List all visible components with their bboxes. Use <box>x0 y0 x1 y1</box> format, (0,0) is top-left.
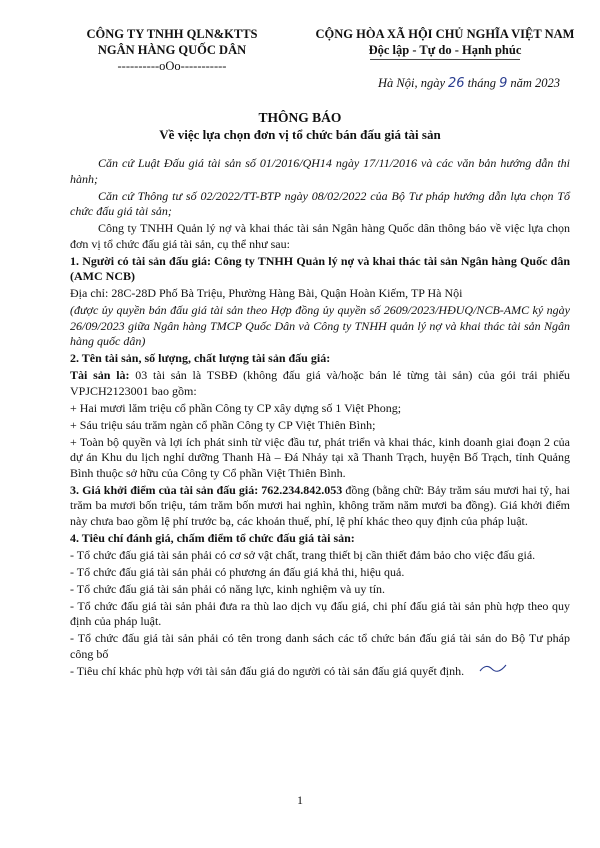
date-year: năm 2023 <box>510 76 560 90</box>
criteria-item: - Tổ chức đấu giá tài sản phải đưa ra thù lao dịch vụ đấu giá, chi phí đấu giá tài sản phù hợp theo quy định của pháp luật. <box>70 598 570 628</box>
motto-underline <box>370 58 520 61</box>
document-title: THÔNG BÁO <box>258 110 342 125</box>
date-day: 26 <box>448 76 465 91</box>
date-month: 9 <box>499 76 508 91</box>
section-1-note: (được ủy quyền bán đấu giá tài sản theo Hợp đồng ủy quyền số 2609/2023/HĐUQ/NCB-AMC ký ngày 26/09/2023 giữa Ngân hàng TMCP Quốc Dân và Công ty TNHH quản lý nợ và khai thác tài sản Ngân hàng quốc dân) <box>70 303 570 348</box>
criteria-item: - Tổ chức đấu giá tài sản phải có phương án đấu giá khả thi, hiệu quả. <box>70 564 405 579</box>
org-name-line2: NGÂN HÀNG QUỐC DÂN <box>97 43 247 57</box>
legal-basis-2: Căn cứ Thông tư số 02/2022/TT-BTP ngày 08/02/2022 của Bộ Tư pháp hướng dẫn lựa chọn Tổ chức đấu giá tài sản; <box>70 188 570 218</box>
section-3 <box>70 483 570 530</box>
criteria-item: - Tổ chức đấu giá tài sản phải có tên trong danh sách các tổ chức bán đấu giá tài sản do Bộ Tư pháp công bố <box>70 631 570 661</box>
national-motto: Độc lập - Tự do - Hạnh phúc <box>368 43 522 57</box>
asset-item-3: + Toàn bộ quyền và lợi ích phát sinh từ việc đầu tư, phát triển và khai thác, kinh doanh giai đoạn 2 của dự án Khu du lịch nghỉ dưỡng Thanh Hà – Đá Nhảy tại xã Thanh Trạch, huyện Bố Trạch, tỉnh Quảng Bình thuộc sở hữu của Công ty Cổ phần Việt Thiên Bình. <box>70 434 570 480</box>
section-2-heading: 2. Tên tài sản, số lượng, chất lượng tài sản đấu giá: <box>70 351 331 365</box>
date-month-label: tháng <box>467 76 497 90</box>
document-date <box>378 76 560 91</box>
asset-item-1: + Hai mươi lăm triệu cổ phần Công ty CP xây dựng số 1 Việt Phong; <box>70 400 402 415</box>
section-1-heading: 1. Người có tài sản đấu giá: Công ty TNHH Quản lý nợ và khai thác tài sản Ngân hàng Quốc dân (AMC NCB) <box>70 253 570 283</box>
section-3-text: đồng (bằng chữ: Bảy trăm sáu mươi hai tỷ, hai trăm ba mươi bốn triệu, tám trăm bốn mươi hai nghìn, không trăm năm mươi ba đồng). Giá khởi điểm này chưa bao gồm lệ phí trước bạ, các khoản thuế, phí, lệ phí khác theo quy định của pháp luật. <box>70 482 570 528</box>
document-body <box>70 156 570 681</box>
section-2-assets <box>70 368 570 399</box>
org-separator: ----------oOo----------- <box>117 59 227 73</box>
date-prefix: Hà Nội, ngày <box>378 76 446 90</box>
intro-paragraph: Công ty TNHH Quản lý nợ và khai thác tài sản Ngân hàng Quốc dân thông báo về việc lựa chọn đơn vị tổ chức đấu giá tài sản, cụ thể như sau: <box>70 221 570 251</box>
criteria-item: - Tổ chức đấu giá tài sản phải có năng lực, kinh nghiệm và uy tín. <box>70 581 386 596</box>
organization-header <box>62 26 282 74</box>
page-number: 1 <box>297 793 303 807</box>
national-header <box>300 26 590 61</box>
section-3-heading: 3. Giá khởi điểm của tài sản đấu giá: 762.234.842.053 <box>70 482 343 497</box>
nation-name: CỘNG HÒA XÃ HỘI CHỦ NGHĨA VIỆT NAM <box>315 27 575 41</box>
legal-basis-1: Căn cứ Luật Đấu giá tài sản số 01/2016/QH14 ngày 17/11/2016 và các văn bản hướng dẫn thi hành; <box>70 156 570 186</box>
criteria-item: - Tiêu chí khác phù hợp với tài sản đấu giá do người có tài sản đấu giá quyết định. <box>70 663 465 678</box>
section-1-address: Địa chỉ: 28C-28D Phố Bà Triệu, Phường Hàng Bài, Quận Hoàn Kiếm, TP Hà Nội <box>70 286 463 300</box>
asset-item-2: + Sáu triệu sáu trăm ngàn cổ phần Công ty CP Việt Thiên Bình; <box>70 417 376 432</box>
org-name-line1: CÔNG TY TNHH QLN&KTTS <box>86 27 258 41</box>
section-2-label: Tài sản là: <box>70 368 130 382</box>
criteria-item: - Tổ chức đấu giá tài sản phải có cơ sở vật chất, trang thiết bị cần thiết đảm bảo cho việc đấu giá. <box>70 547 536 562</box>
section-2-text: 03 tài sản là TSBĐ (không đấu giá và/hoặc bán lẻ từng tài sản) của gói trái phiếu VPJCH2123001 bao gồm: <box>70 368 570 398</box>
document-subtitle: Về việc lựa chọn đơn vị tổ chức bán đấu giá tài sản <box>159 127 441 142</box>
section-4-heading: 4. Tiêu chí đánh giá, chấm điểm tổ chức đấu giá tài sản: <box>70 530 355 545</box>
pen-mark <box>478 661 508 675</box>
